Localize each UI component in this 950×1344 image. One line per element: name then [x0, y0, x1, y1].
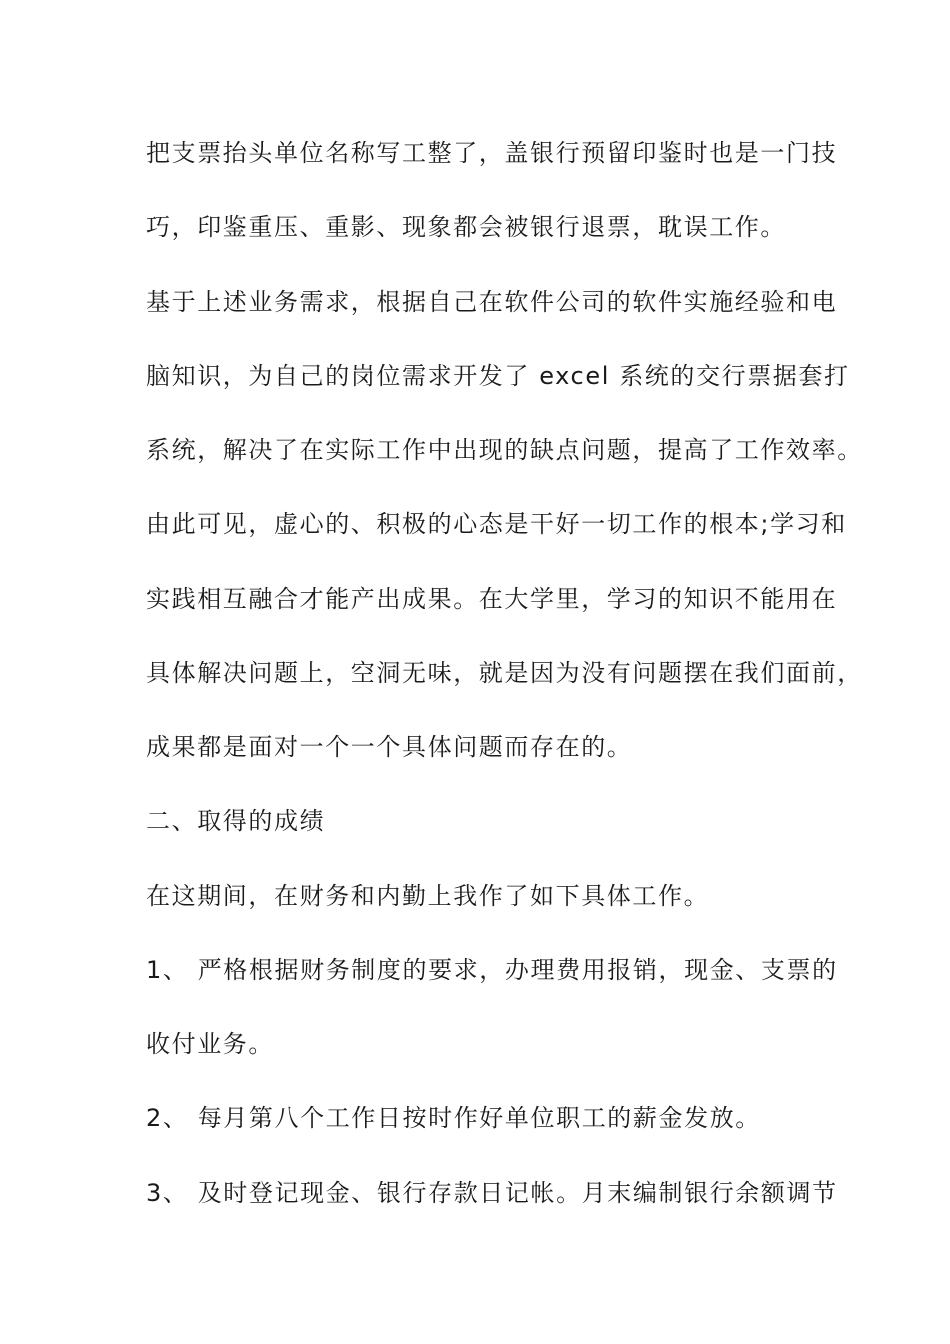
text-line: 具体解决问题上，空洞无味，就是因为没有问题摆在我们面前，	[146, 659, 863, 687]
text-line: 收付业务。	[146, 1030, 274, 1058]
text-line: 巧，印鉴重压、重影、现象都会被银行退票，耽误工作。	[146, 213, 786, 241]
list-item: 3、 及时登记现金、银行存款日记帐。月末编制银行余额调节	[146, 1179, 838, 1207]
text-line: 在这期间，在财务和内勤上我作了如下具体工作。	[146, 882, 710, 910]
list-item: 2、 每月第八个工作日按时作好单位职工的薪金发放。	[146, 1104, 761, 1132]
text-line: 脑知识，为自己的岗位需求开发了 excel 系统的交行票据套打	[146, 362, 850, 390]
list-item: 1、 严格根据财务制度的要求，办理费用报销，现金、支票的	[146, 956, 838, 984]
text-line: 把支票抬头单位名称写工整了，盖银行预留印鉴时也是一门技	[146, 139, 838, 167]
text-line: 实践相互融合才能产出成果。在大学里，学习的知识不能用在	[146, 585, 838, 613]
text-line: 由此可见，虚心的、积极的心态是干好一切工作的根本;学习和	[146, 510, 847, 538]
section-heading: 二、取得的成绩	[146, 807, 326, 835]
text-line: 系统，解决了在实际工作中出现的缺点问题，提高了工作效率。	[146, 436, 863, 464]
text-line: 基于上述业务需求，根据自己在软件公司的软件实施经验和电	[146, 288, 838, 316]
text-line: 成果都是面对一个一个具体问题而存在的。	[146, 733, 633, 761]
